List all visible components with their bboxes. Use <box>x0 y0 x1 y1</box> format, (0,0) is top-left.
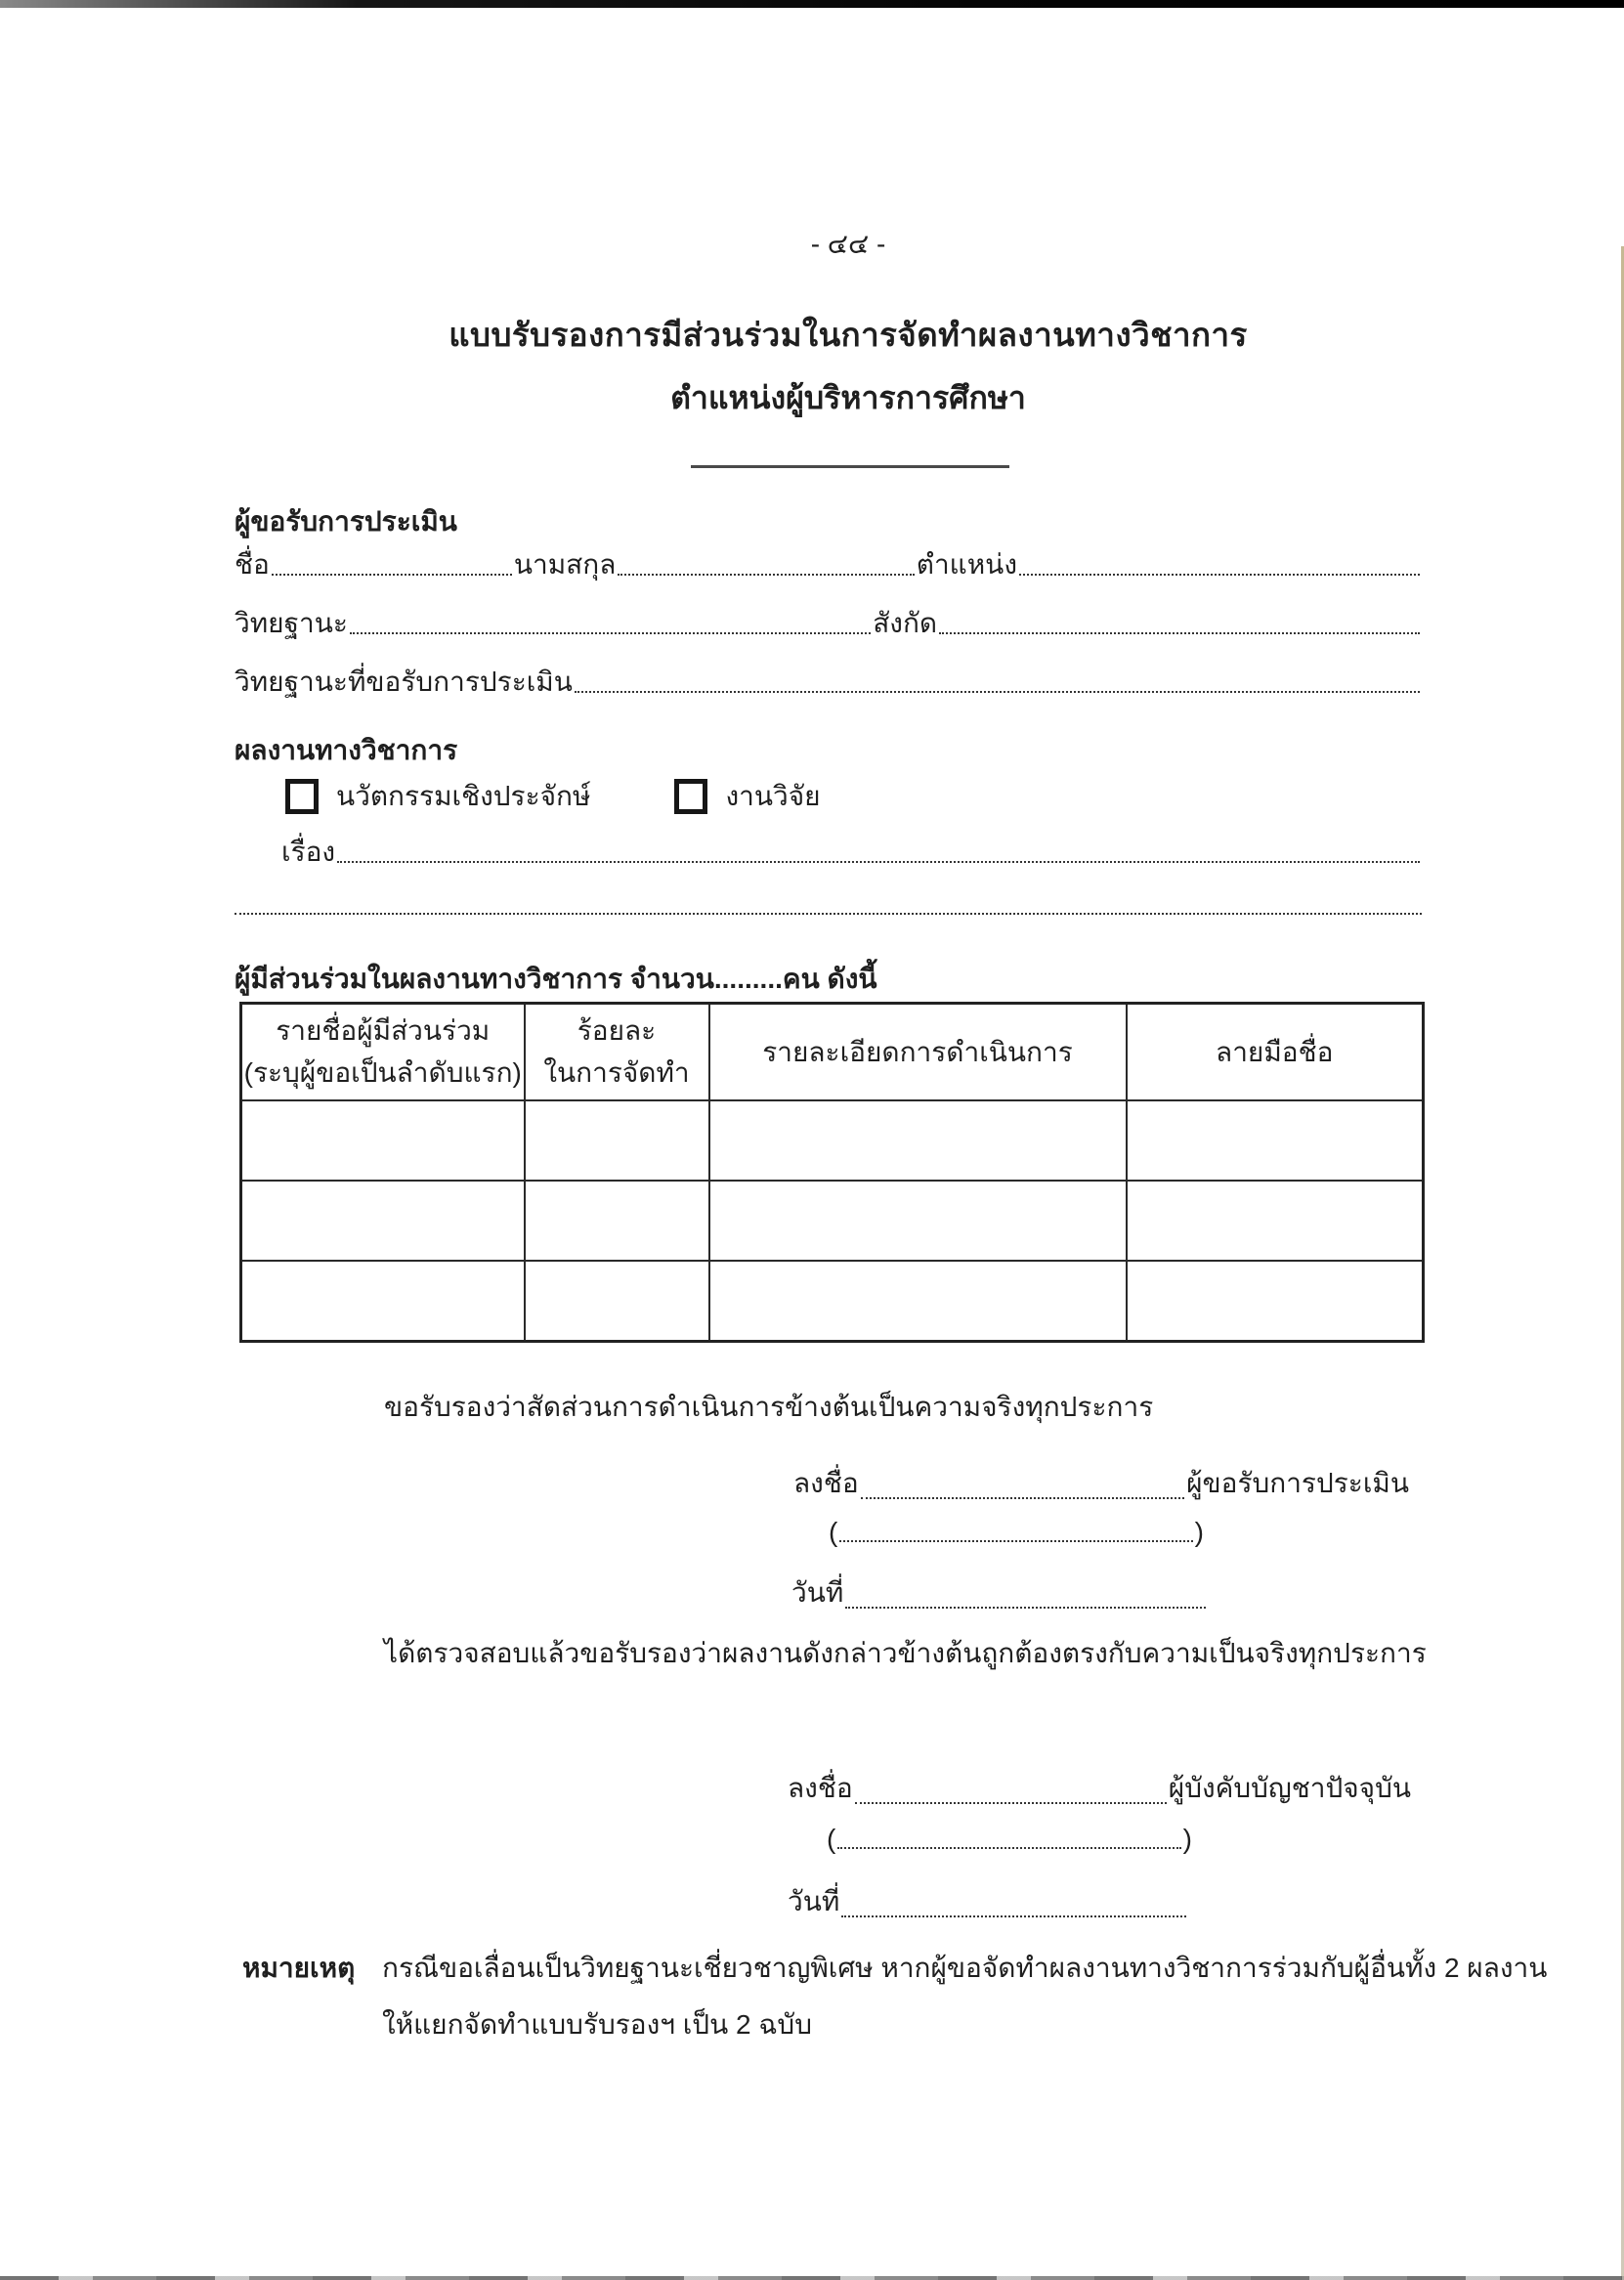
innovation-label: นวัตกรรมเชิงประจักษ์ <box>336 781 591 811</box>
participant-cell[interactable] <box>1127 1181 1424 1261</box>
applicant-heading: ผู้ขอรับการประเมิน <box>235 506 457 537</box>
applicant-sign-row <box>793 1462 1409 1505</box>
participant-row <box>241 1261 1424 1342</box>
participant-row <box>241 1100 1424 1181</box>
col-header-percent-line2: ในการจัดทำ <box>543 1057 690 1089</box>
participant-cell[interactable] <box>1127 1100 1424 1181</box>
col-header-details-label: รายละเอียดการดำเนินการ <box>762 1036 1073 1067</box>
standing-label: วิทยฐานะ <box>235 608 348 638</box>
surname-label: นามสกุล <box>513 549 617 580</box>
title-divider <box>691 465 1009 468</box>
supervisor-name-paren-row <box>827 1824 1192 1855</box>
participant-row <box>241 1181 1424 1261</box>
subject-label: เรื่อง <box>281 837 336 867</box>
requested-standing-row <box>235 665 1422 699</box>
applicant-date-label: วันที่ <box>791 1577 844 1608</box>
col-header-names-line1: รายชื่อผู้มีส่วนร่วม <box>276 1014 491 1046</box>
paren-close: ) <box>1182 1824 1192 1854</box>
participant-cell[interactable] <box>241 1100 525 1181</box>
subject-input-line-continued[interactable] <box>235 884 1422 915</box>
applicant-cert-statement: ขอรับรองว่าสัดส่วนการดำเนินการข้างต้นเป็นความจริงทุกประการ <box>384 1392 1154 1422</box>
scan-edge-bottom <box>0 2276 1624 2280</box>
participants-count-dots[interactable]: ......... <box>713 964 783 994</box>
innovation-checkbox[interactable] <box>285 779 319 814</box>
standing-input-line[interactable] <box>350 630 871 634</box>
col-header-percent <box>525 1004 709 1101</box>
surname-input-line[interactable] <box>618 572 914 576</box>
participant-cell[interactable] <box>709 1261 1127 1342</box>
affiliation-input-line[interactable] <box>939 630 1420 634</box>
form-title: แบบรับรองการมีส่วนร่วมในการจัดทำผลงานทางวิชาการ <box>449 317 1248 353</box>
supervisor-printed-name-line[interactable] <box>837 1845 1180 1849</box>
requested-standing-input-line[interactable] <box>575 689 1420 693</box>
note-line2: ให้แยกจัดทำแบบรับรองฯ เป็น 2 ฉบับ <box>382 2009 812 2040</box>
participants-table-header-row <box>241 1004 1424 1101</box>
col-header-names-line2: (ระบุผู้ขอเป็นลำดับแรก) <box>243 1057 522 1089</box>
applicant-signer-label: ผู้ขอรับการประเมิน <box>1186 1468 1409 1498</box>
participants-table <box>239 1002 1425 1343</box>
participant-cell[interactable] <box>525 1261 709 1342</box>
position-input-line[interactable] <box>1019 572 1420 576</box>
name-label: ชื่อ <box>235 549 270 580</box>
participant-cell[interactable] <box>525 1181 709 1261</box>
page-number: - ๔๔ - <box>810 229 886 259</box>
participant-cell[interactable] <box>241 1181 525 1261</box>
supervisor-sign-label: ลงชื่อ <box>788 1773 853 1803</box>
applicant-standing-row <box>235 606 1422 640</box>
col-header-percent-line1: ร้อยละ <box>577 1014 657 1046</box>
applicant-name-row <box>235 547 1422 581</box>
participants-heading-before: ผู้มีส่วนร่วมในผลงานทางวิชาการ จำนวน <box>235 964 714 994</box>
col-header-names <box>241 1004 525 1101</box>
subject-row <box>281 835 1422 869</box>
research-label: งานวิจัย <box>725 781 821 811</box>
subject-input-line[interactable] <box>337 859 1420 863</box>
supervisor-signature-line[interactable] <box>855 1800 1167 1804</box>
work-heading: ผลงานทางวิชาการ <box>235 735 458 765</box>
participants-heading-after: คน ดังนี้ <box>782 964 877 994</box>
work-options-row <box>285 775 821 818</box>
applicant-date-row <box>791 1571 1208 1614</box>
supervisor-sign-row <box>788 1767 1411 1810</box>
supervisor-signer-label: ผู้บังคับบัญชาปัจจุบัน <box>1168 1773 1411 1803</box>
supervisor-date-row <box>788 1880 1188 1923</box>
participants-heading <box>235 958 877 1001</box>
applicant-signature-line[interactable] <box>861 1495 1184 1499</box>
supervisor-date-line[interactable] <box>841 1914 1186 1917</box>
note-line1: กรณีขอเลื่อนเป็นวิทยฐานะเชี่ยวชาญพิเศษ หากผู้ขอจัดทำผลงานทางวิชาการร่วมกับผู้อื่นทั้ง 2 ผลงาน <box>382 1953 1548 1983</box>
participants-table-body <box>241 1100 1424 1342</box>
applicant-sign-label: ลงชื่อ <box>793 1468 859 1498</box>
col-header-signature <box>1127 1004 1424 1101</box>
form-subtitle: ตำแหน่งผู้บริหารการศึกษา <box>670 380 1026 415</box>
affiliation-label: สังกัด <box>873 608 938 638</box>
position-label: ตำแหน่ง <box>916 549 1017 580</box>
requested-standing-label: วิทยฐานะที่ขอรับการประเมิน <box>235 667 573 697</box>
participant-cell[interactable] <box>709 1181 1127 1261</box>
applicant-printed-name-line[interactable] <box>839 1538 1192 1542</box>
supervisor-date-label: วันที่ <box>788 1886 840 1916</box>
research-checkbox[interactable] <box>674 779 707 814</box>
paren-open: ( <box>827 1824 836 1854</box>
name-input-line[interactable] <box>272 572 512 576</box>
col-header-signature-label: ลายมือชื่อ <box>1216 1036 1334 1067</box>
paren-open: ( <box>829 1517 838 1547</box>
applicant-name-paren-row <box>829 1517 1204 1548</box>
supervisor-cert-statement: ได้ตรวจสอบแล้วขอรับรองว่าผลงานดังกล่าวข้างต้นถูกต้องตรงกับความเป็นจริงทุกประการ <box>384 1638 1427 1668</box>
participant-cell[interactable] <box>709 1100 1127 1181</box>
participant-cell[interactable] <box>1127 1261 1424 1342</box>
scan-edge-top <box>0 0 1624 8</box>
paren-close: ) <box>1194 1517 1204 1547</box>
applicant-date-line[interactable] <box>845 1605 1206 1609</box>
participant-cell[interactable] <box>525 1100 709 1181</box>
participant-cell[interactable] <box>241 1261 525 1342</box>
col-header-details <box>709 1004 1127 1101</box>
note-label: หมายเหตุ <box>242 1953 356 1983</box>
